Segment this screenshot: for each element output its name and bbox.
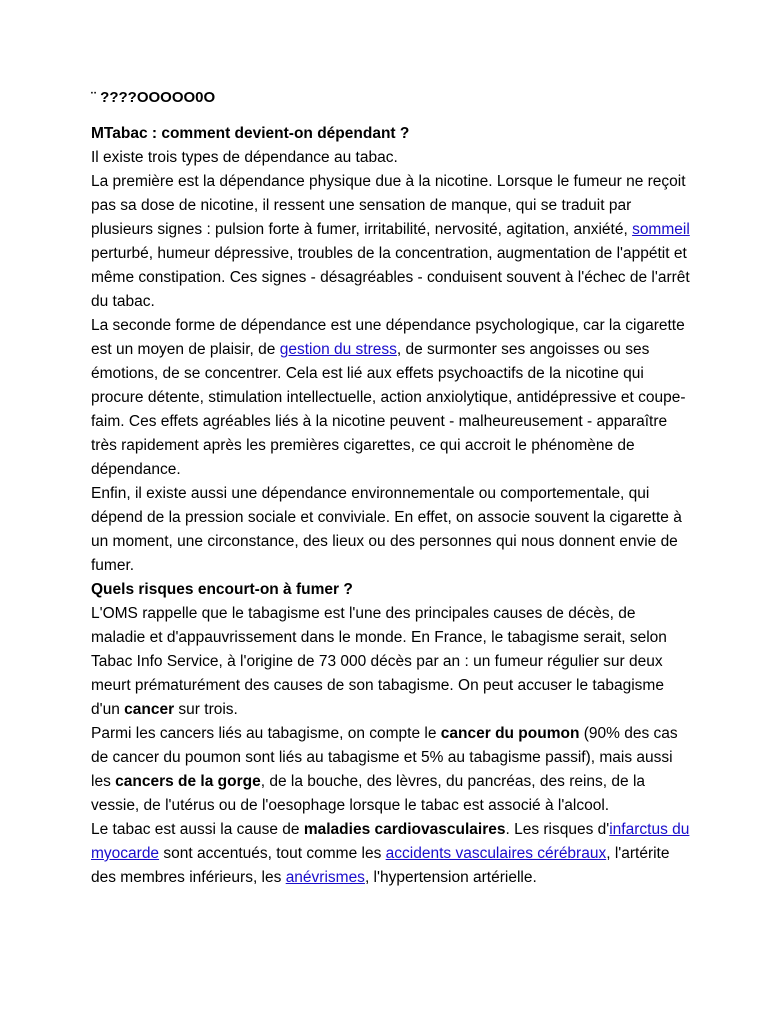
bold-maladies-cardiovasculaires: maladies cardiovasculaires bbox=[303, 821, 506, 838]
paragraph-cardiovascular bbox=[91, 818, 691, 890]
text-segment: . Les risques d' bbox=[505, 821, 610, 838]
paragraph-oms bbox=[91, 602, 691, 722]
text-segment: , de surmonter ses angoisses ou ses émotions, de se concentrer. Cela est lié aux effets psychoactifs de la nicotine qui procure détente, stimulation intellectuelle, action anxiolytique, antidépressive et coupe-faim. Ces effets agréables liés à la nicotine peuvent - malheureusement - apparaître très rapidement après les premières cigarettes, ce qui accroit le phénomène de dépendance. bbox=[91, 341, 686, 478]
text-segment: perturbé, humeur dépressive, troubles de la concentration, augmentation de l'appétit et même constipation. Ces signes - désagréables - conduisent souvent à l'échec de l'arrêt du tabac. bbox=[91, 245, 690, 310]
paragraph-psychological bbox=[91, 314, 691, 482]
link-anevrismes[interactable]: anévrismes bbox=[285, 869, 365, 886]
text-segment: L'OMS rappelle que le tabagisme est l'une des principales causes de décès, de maladie et d'appauvrissement dans le monde. En France, le tabagisme serait, selon Tabac Info Service, à l'origine de 73 000 décès par an : un fumeur régulier sur deux meurt prématurément des causes de son tabagisme. On peut accuser le tabagisme d'un bbox=[91, 605, 667, 718]
bold-cancer: cancer bbox=[124, 701, 175, 718]
link-infarctus-du-myocarde[interactable]: infarctus du myocarde bbox=[91, 821, 690, 862]
link-accidents-vasculaires-cerebraux[interactable]: accidents vasculaires cérébraux bbox=[385, 845, 607, 862]
header-line: ¨ ????OOOOO0O bbox=[91, 89, 216, 106]
paragraph-physical bbox=[91, 170, 691, 314]
text-segment: , de la bouche, des lèvres, du pancréas, des reins, de la vessie, de l'utérus ou de l'oesophage lorsque le tabac est associé à l'alcool. bbox=[91, 773, 646, 814]
text-segment: sont accentués, tout comme les bbox=[159, 845, 386, 862]
paragraph-environmental: Enfin, il existe aussi une dépendance environnementale ou comportementale, qui dépend de la pression sociale et conviviale. En effet, on associe souvent la cigarette à un moment, une circonstance, des lieux ou des personnes qui nous donnent envie de fumer. bbox=[91, 485, 682, 574]
text-segment: sur trois. bbox=[174, 701, 238, 718]
text-segment: La seconde forme de dépendance est une dépendance psychologique, car la cigarette est un moyen de plaisir, de bbox=[91, 317, 685, 358]
text-segment: Parmi les cancers liés au tabagisme, on compte le bbox=[91, 725, 441, 742]
text-segment: La première est la dépendance physique due à la nicotine. Lorsque le fumeur ne reçoit pas sa dose de nicotine, il ressent une sensation de manque, qui se traduit par plusieurs signes : pulsion forte à fumer, irritabilité, nervosité, agitation, anxiété, bbox=[91, 173, 686, 238]
heading-risques: Quels risques encourt-on à fumer ? bbox=[91, 581, 353, 598]
bold-cancers-de-la-gorge: cancers de la gorge bbox=[115, 773, 261, 790]
paragraph-types: Il existe trois types de dépendance au tabac. bbox=[91, 149, 398, 166]
text-segment: (90% des cas de cancer du poumon sont liés au tabagisme et 5% au tabagisme passif), mais aussi les bbox=[91, 725, 678, 790]
paragraph-cancers bbox=[91, 722, 691, 818]
document-page bbox=[91, 86, 691, 890]
heading-dependance: MTabac : comment devient-on dépendant ? bbox=[91, 125, 410, 142]
text-segment: , l'artérite des membres inférieurs, les bbox=[91, 845, 670, 886]
link-sommeil[interactable]: sommeil bbox=[632, 221, 690, 238]
link-gestion-du-stress[interactable]: gestion du stress bbox=[279, 341, 397, 358]
text-segment: Le tabac est aussi la cause de bbox=[91, 821, 304, 838]
text-segment: , l'hypertension artérielle. bbox=[364, 869, 537, 886]
bold-cancer-du-poumon: cancer du poumon bbox=[440, 725, 580, 742]
